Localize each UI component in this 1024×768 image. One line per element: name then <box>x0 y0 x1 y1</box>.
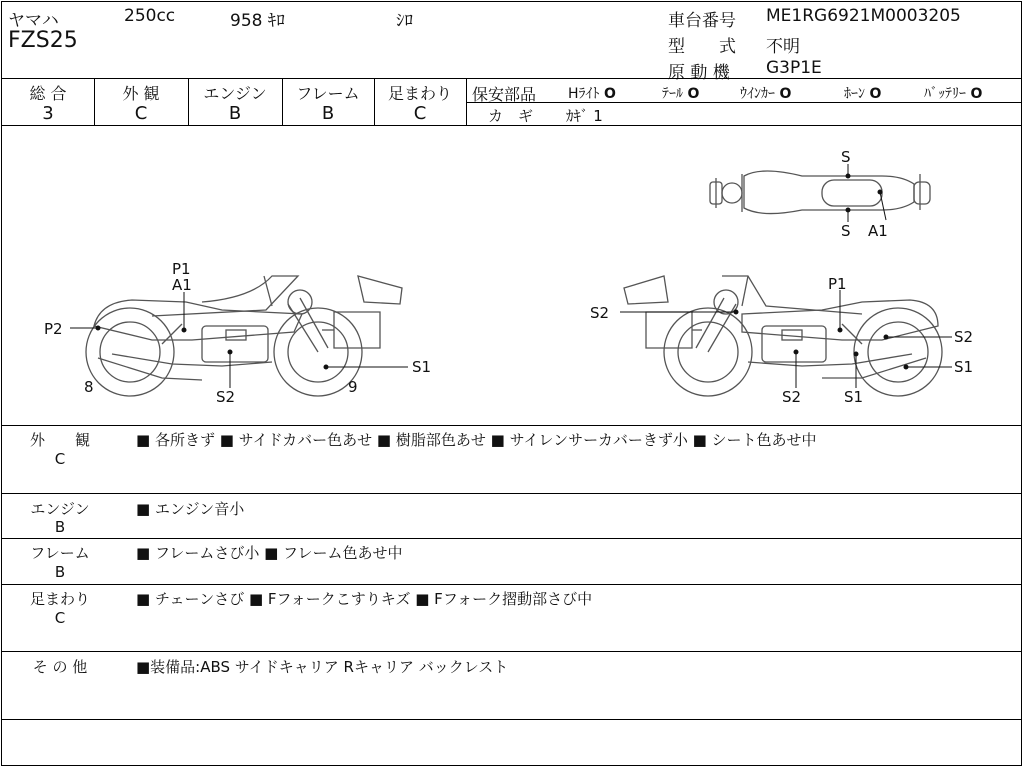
label-right-s1: S1 <box>954 358 974 376</box>
frame-no-label: 車台番号 <box>668 11 736 31</box>
grade-value-suspension: C <box>413 103 427 124</box>
safety-item-horn: ﾎｰﾝ O <box>844 86 882 102</box>
damage-diagram <box>2 126 1021 426</box>
grade-label-engine: エンジン <box>203 84 267 103</box>
label-right-p1: P1 <box>828 275 847 293</box>
type-value: 不明 <box>766 37 800 57</box>
engine-label: 原 動 機 <box>668 63 730 83</box>
label-right-s2-3: S2 <box>782 388 802 406</box>
remark-text-frame: ■ フレームさび小 ■ フレーム色あせ中 <box>136 544 403 562</box>
motorcycle-right-view <box>624 276 942 396</box>
remark-grade-suspension: C <box>54 609 66 627</box>
label-top-a1: A1 <box>868 222 888 240</box>
grade-value-engine: B <box>228 103 242 124</box>
inspection-sheet <box>1 1 1022 766</box>
label-right-s2: S2 <box>590 304 610 322</box>
displacement: 250cc <box>124 6 176 26</box>
remark-label-engine: エンジン <box>30 500 90 518</box>
label-right-s2-2: S2 <box>954 328 974 346</box>
label-top-s-2: S <box>841 222 851 240</box>
engine-value: G3P1E <box>766 58 822 78</box>
label-left-8: 8 <box>84 378 94 396</box>
key-value: ｶｷﾞ 1 <box>566 107 603 125</box>
remark-grade-frame: B <box>54 563 66 581</box>
type-label: 型 式 <box>668 37 736 57</box>
label-left-s2: S2 <box>216 388 236 406</box>
motorcycle-top-view <box>710 171 930 214</box>
key-label: カ ギ <box>488 107 534 125</box>
grade-label-suspension: 足まわり <box>387 84 452 103</box>
frame-no: ME1RG6921M0003205 <box>766 6 961 26</box>
remark-label-exterior: 外 観 <box>29 431 90 449</box>
remark-grade-exterior: C <box>54 450 66 468</box>
remark-grade-engine: B <box>54 518 66 536</box>
mileage: 958 ｷﾛ <box>230 11 285 31</box>
safety-item-battery: ﾊﾞｯﾃﾘｰ O <box>924 86 983 102</box>
label-left-9: 9 <box>348 378 358 396</box>
grade-label-frame: フレーム <box>296 84 360 103</box>
remark-label-suspension: 足まわり <box>29 590 90 608</box>
remark-label-frame: フレーム <box>30 544 90 562</box>
remark-text-engine: ■ エンジン音小 <box>136 500 245 518</box>
label-left-s1: S1 <box>412 358 432 376</box>
safety-item-headlight: Hﾗｲﾄ O <box>568 86 616 102</box>
remark-text-suspension: ■ チェーンさび ■ Fフォークこすりキズ ■ Fフォーク摺動部さび中 <box>136 590 593 608</box>
grade-value-exterior: C <box>134 103 148 124</box>
remark-text-exterior: ■ 各所きず ■ サイドカバー色あせ ■ 樹脂部色あせ ■ サイレンサーカバーきず小 ■ シート色あせ中 <box>136 431 817 449</box>
safety-item-winker: ｳｲﾝｶｰ O <box>740 86 792 102</box>
safety-item-tail: ﾃｰﾙ O <box>662 86 700 102</box>
divider <box>2 78 1021 79</box>
grade-label-overall: 総 合 <box>29 84 67 103</box>
safety-label: 保安部品 <box>472 85 537 104</box>
remark-text-other: ■装備品:ABS サイドキャリア Rキャリア バックレスト <box>136 658 509 676</box>
label-left-p2: P2 <box>44 320 63 338</box>
color: ｼﾛ <box>396 11 413 31</box>
remark-label-other: そ の 他 <box>32 658 88 676</box>
label-top-s: S <box>841 148 851 166</box>
model-name: FZS25 <box>8 28 78 53</box>
label-left-p1: P1 <box>172 260 191 278</box>
grade-value-overall: 3 <box>42 103 54 124</box>
maker: ヤマハ <box>8 11 59 31</box>
label-right-s1-2: S1 <box>844 388 864 406</box>
label-left-a1: A1 <box>172 276 192 294</box>
grade-label-exterior: 外 観 <box>122 84 160 103</box>
grade-value-frame: B <box>321 103 335 124</box>
